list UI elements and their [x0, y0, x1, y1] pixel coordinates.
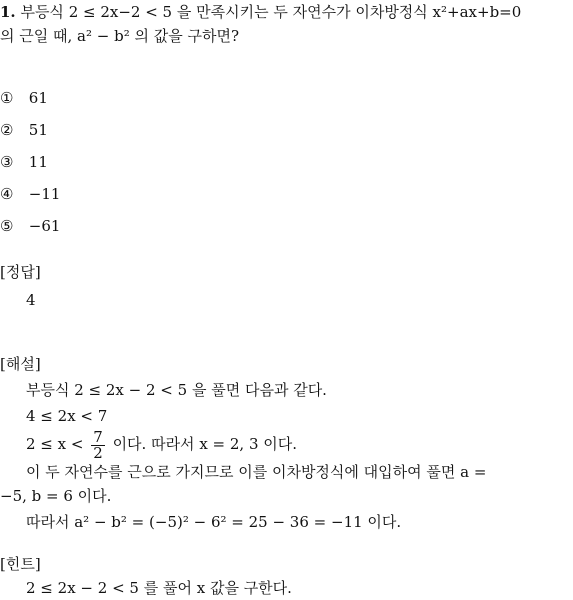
choice-2[interactable] — [0, 120, 48, 140]
explanation-header: [해설] — [0, 355, 41, 373]
choice-5[interactable] — [0, 216, 60, 236]
choice-3-text: 11 — [28, 153, 48, 171]
question-line-1 — [0, 2, 521, 22]
explanation-line-3-pre: 2 ≤ x < — [26, 435, 84, 453]
fraction-numerator: 7 — [93, 427, 103, 446]
hint-header: [힌트] — [0, 555, 41, 573]
choice-3[interactable] — [0, 152, 48, 172]
explanation-line-5: −5, b = 6 이다. — [0, 487, 112, 505]
fraction — [91, 427, 105, 462]
explanation-line-3-post: 이다. 따라서 x = 2, 3 이다. — [112, 435, 298, 453]
choice-1-mark: ① — [0, 89, 14, 107]
question-text-1: 부등식 2 ≤ 2x−2 < 5 을 만족시키는 두 자연수가 이차방정식 x²+ax+b=0 — [20, 3, 522, 21]
choice-2-mark: ② — [0, 121, 14, 139]
question-line-2 — [0, 26, 239, 46]
explanation-line-3 — [26, 426, 297, 462]
choice-1-text: 61 — [28, 89, 48, 107]
choice-4-text: −11 — [28, 185, 61, 203]
explanation-line-1: 부등식 2 ≤ 2x − 2 < 5 을 풀면 다음과 같다. — [26, 381, 327, 399]
choice-1[interactable] — [0, 88, 48, 108]
answer-value: 4 — [26, 291, 36, 309]
choice-3-mark: ③ — [0, 153, 14, 171]
explanation-line-2: 4 ≤ 2x < 7 — [26, 407, 108, 425]
explanation-line-6: 따라서 a² − b² = (−5)² − 6² = 25 − 36 = −11 이다. — [26, 513, 402, 531]
choice-5-text: −61 — [28, 217, 61, 235]
choice-4[interactable] — [0, 184, 60, 204]
choice-4-mark: ④ — [0, 185, 14, 203]
choice-2-text: 51 — [28, 121, 48, 139]
choice-5-mark: ⑤ — [0, 217, 14, 235]
question-number: 1. — [0, 3, 16, 21]
hint-line-1: 2 ≤ 2x − 2 < 5 를 풀어 x 값을 구한다. — [26, 579, 292, 597]
question-text-2: 의 근일 때, a² − b² 의 값을 구하면? — [0, 27, 239, 45]
answer-header: [정답] — [0, 263, 41, 281]
fraction-denominator: 2 — [93, 443, 103, 462]
explanation-line-4: 이 두 자연수를 근으로 가지므로 이를 이차방정식에 대입하여 풀면 a = — [26, 463, 487, 481]
